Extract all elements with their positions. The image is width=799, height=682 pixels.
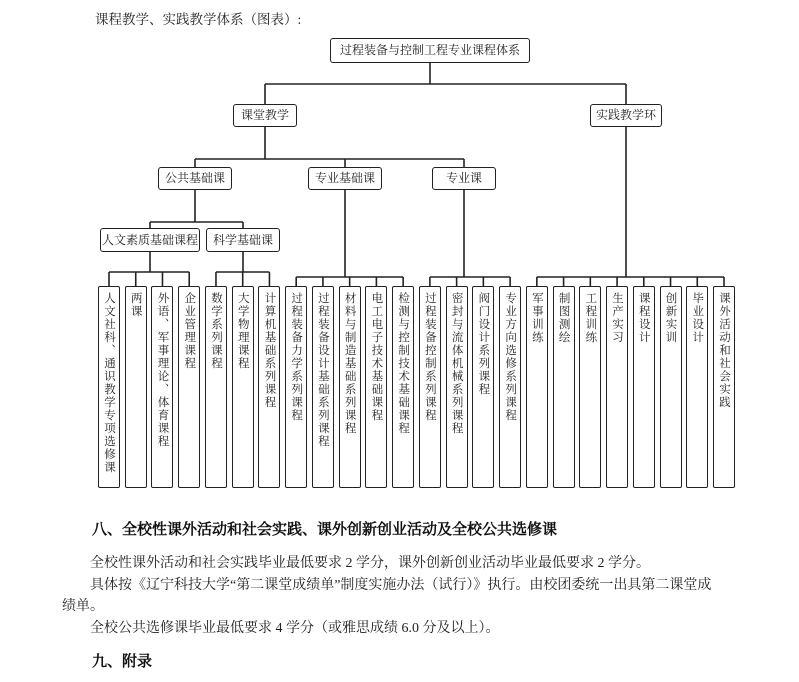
leaf-course-box [499, 286, 521, 488]
leaf-course-box-label: 阀门设计系列课程 [477, 292, 490, 396]
node-humanities-basic-courses [100, 228, 200, 252]
leaf-course-box [178, 286, 200, 488]
section-heading-8: 八、全校性课外活动和社会实践、课外创新创业活动及全校公共选修课 [92, 522, 558, 538]
leaf-course-box-label: 军事训练 [530, 292, 543, 344]
leaf-course-box [633, 286, 655, 488]
leaf-course-box-label: 密封与流体机械系列课程 [450, 292, 463, 435]
leaf-course-box-label: 课程设计 [637, 292, 650, 344]
leaf-course-box [365, 286, 387, 488]
leaf-course-box-label: 毕业设计 [691, 292, 704, 344]
leaf-course-box [579, 286, 601, 488]
leaf-course-box-label: 制图测绘 [557, 292, 570, 344]
leaf-course-box-label: 材料与制造基础系列课程 [343, 292, 356, 435]
leaf-course-box-label: 计算机基础系列课程 [263, 292, 276, 409]
node-science-basic-courses [206, 228, 280, 252]
leaf-course-box-label: 过程装备设计基础系列课程 [316, 292, 329, 448]
leaf-course-box [392, 286, 414, 488]
leaf-course-box [285, 286, 307, 488]
node-practice-teaching-label: 实践教学环 [595, 108, 656, 122]
leaf-course-box [446, 286, 468, 488]
leaf-course-box [258, 286, 280, 488]
leaf-course-box [553, 286, 575, 488]
leaf-course-box [232, 286, 254, 488]
leaf-course-box-label: 工程训练 [584, 292, 597, 344]
leaf-course-box-label: 电工电子技术基础课程 [370, 292, 383, 422]
leaf-course-box-label: 创新实训 [664, 292, 677, 344]
paragraph-public-electives: 全校公共选修课毕业最低要求 4 学分（或雅思成绩 6.0 分及以上）。 [90, 620, 500, 636]
leaf-course-box [660, 286, 682, 488]
node-major-basic-courses [308, 167, 382, 190]
node-classroom-teaching [233, 104, 297, 127]
leaf-course-box [98, 286, 120, 488]
leaf-course-box [526, 286, 548, 488]
leaf-course-box [713, 286, 735, 488]
leaf-course-box-label: 两课 [129, 292, 142, 318]
paragraph-activity-credits: 全校性课外活动和社会实践毕业最低要求 2 学分，课外创新创业活动毕业最低要求 2 学分。 [90, 556, 650, 571]
node-major-courses-label: 专业课 [445, 171, 482, 185]
leaf-course-box [205, 286, 227, 488]
leaf-course-box [312, 286, 334, 488]
leaf-course-box [419, 286, 441, 488]
node-major-basic-courses-label: 专业基础课 [314, 171, 375, 185]
leaf-course-box-label: 专业方向选修系列课程 [504, 292, 517, 422]
leaf-course-box-label: 人文社科、通识教学专项选修课 [103, 292, 115, 474]
leaf-course-box-label: 过程装备控制系列课程 [423, 292, 436, 422]
node-practice-teaching [590, 104, 662, 127]
leaf-course-box-label: 过程装备力学系列课程 [290, 292, 303, 422]
leaf-course-box [686, 286, 708, 488]
leaf-course-box-label: 企业管理课程 [183, 292, 196, 370]
intro-line: 课程教学、实践教学体系（图表）: [95, 12, 302, 27]
node-humanities-basic-courses-label: 人文素质基础课程 [101, 232, 198, 247]
leaf-course-box-label: 外语、军事理论、体育课程 [156, 292, 169, 448]
node-curriculum-system [330, 38, 530, 63]
node-public-basic-courses-label: 公共基础课 [164, 171, 225, 185]
node-major-courses [432, 167, 496, 190]
node-science-basic-courses-label: 科学基础课 [212, 232, 273, 247]
leaf-course-box-label: 检测与控制技术基础课程 [397, 292, 410, 435]
paragraph-second-classroom: 具体按《辽宁科技大学“第二课堂成绩单”制度实施办法（试行）》执行。由校团委统一出具第二课堂成绩单。 [62, 577, 712, 614]
section-heading-9: 九、附录 [92, 654, 153, 670]
leaf-course-box [151, 286, 173, 488]
leaf-course-box-label: 数学系列课程 [209, 292, 222, 370]
node-curriculum-system-label: 过程装备与控制工程专业课程体系 [339, 43, 520, 57]
node-classroom-teaching-label: 课堂教学 [240, 108, 289, 122]
leaf-course-box-label: 课外活动和社会实践 [718, 292, 731, 409]
leaf-course-box [606, 286, 628, 488]
node-public-basic-courses [158, 167, 232, 190]
text-section [62, 519, 719, 673]
leaf-course-box [472, 286, 494, 488]
leaf-course-box [339, 286, 361, 488]
leaf-course-box [125, 286, 147, 488]
leaf-course-box-label: 生产实习 [611, 292, 624, 344]
leaf-course-box-label: 大学物理课程 [236, 292, 249, 370]
